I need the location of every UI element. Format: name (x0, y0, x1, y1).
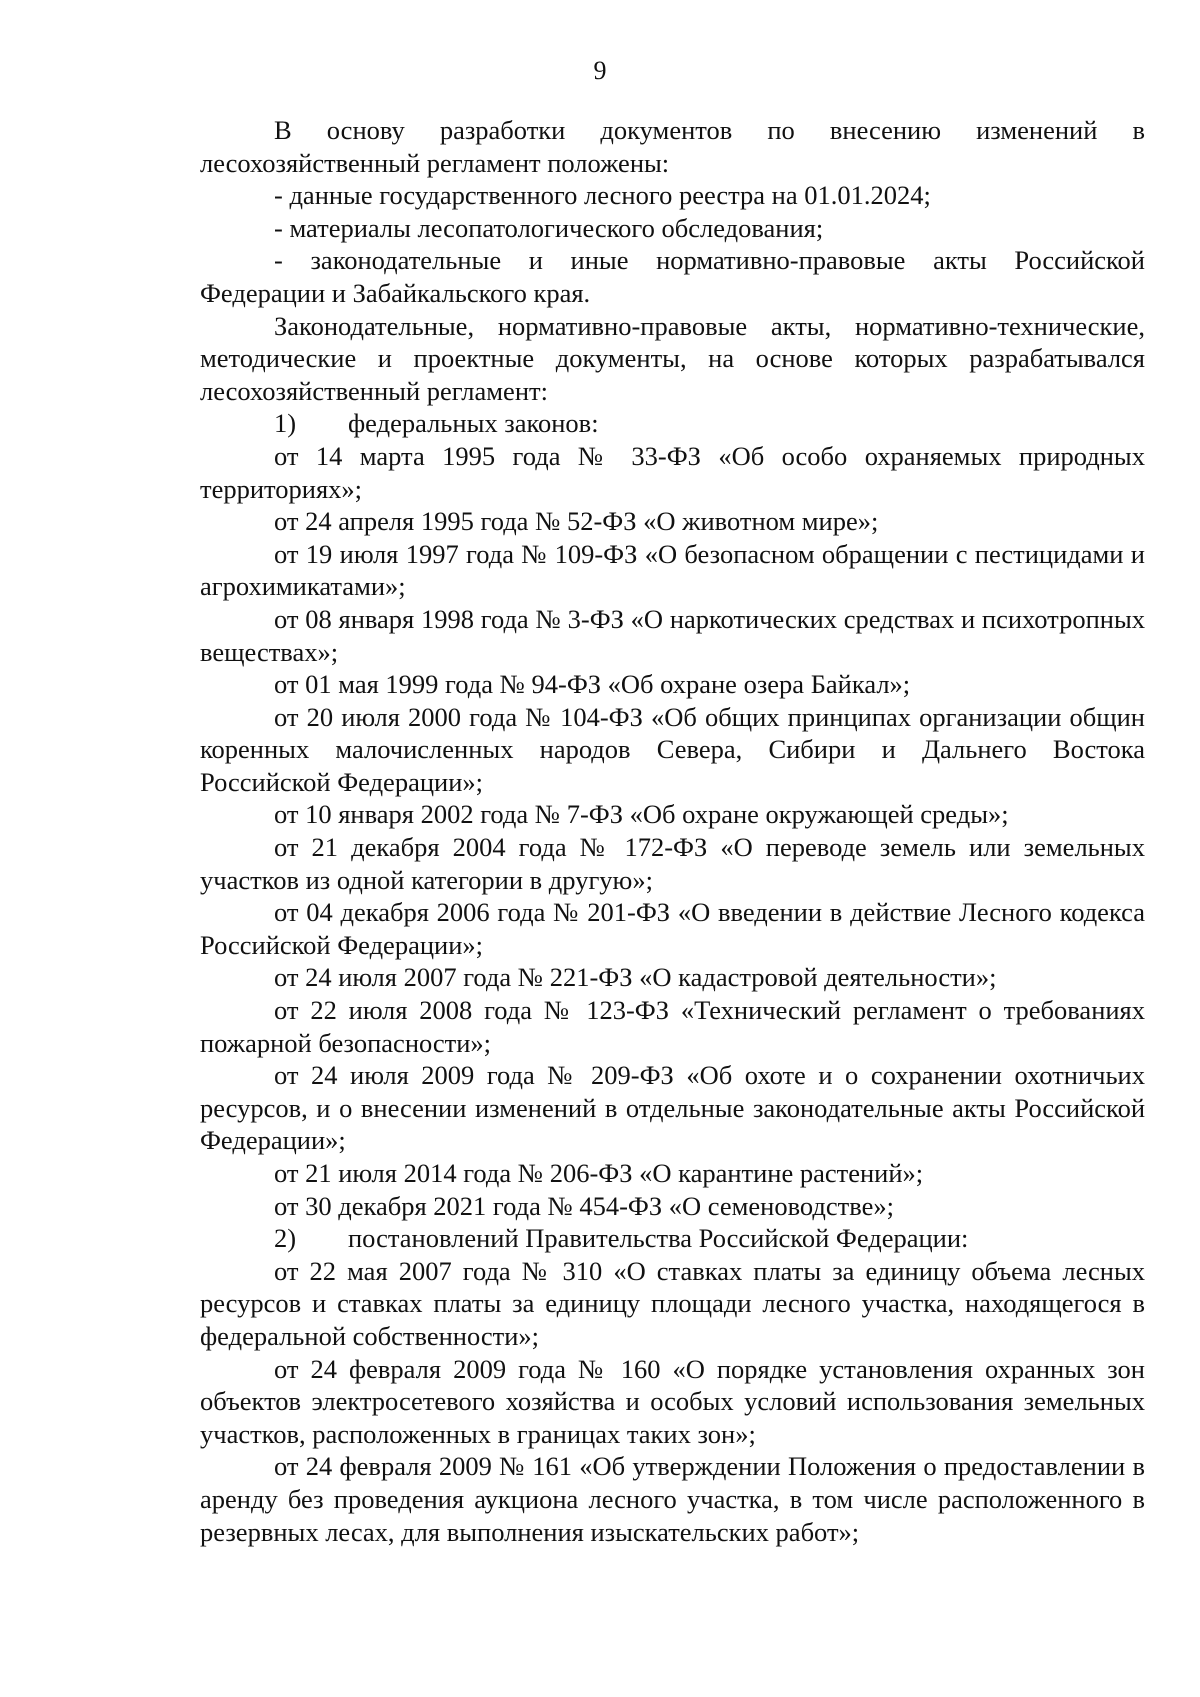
paragraph: от 01 мая 1999 года № 94-ФЗ «Об охране озера Байкал»; (274, 669, 911, 700)
paragraph: - материалы лесопатологического обследования; (274, 212, 824, 243)
page-number: 9 (593, 56, 607, 85)
paragraph: от 24 февраля 2009 года № 160 «О порядке установления охранных зон объектов электросетевого хозяйства и особых условий использования земельных участков, расположенных в границах таких зон»; (200, 1353, 1145, 1449)
paragraph: от 24 апреля 1995 года № 52-ФЗ «О животном мире»; (274, 506, 879, 537)
paragraph: от 10 января 2002 года № 7-ФЗ «Об охране окружающей среды»; (274, 799, 1009, 830)
list-number: 2) (274, 1223, 297, 1254)
paragraph: от 20 июля 2000 года № 104-ФЗ «Об общих принципах организации общин коренных малочисленных народов Севера, Сибири и Дальнего Востока Российской Федерации»; (200, 701, 1145, 797)
list-item-text: федеральных законов: (348, 408, 599, 439)
paragraph: от 24 февраля 2009 № 161 «Об утверждении Положения о предоставлении в аренду без проведения аукциона лесного участка, в том числе расположенного в резервных лесах, для выполнения изыскательских работ»; (200, 1451, 1145, 1547)
paragraph: Законодательные, нормативно-правовые акты, нормативно-технические, методические и проектные документы, на основе которых разрабатывался лесохозяйственный регламент: (200, 310, 1145, 406)
paragraph: В основу разработки документов по внесению изменений в лесохозяйственный регламент положены: (200, 115, 1145, 178)
paragraph: от 22 июля 2008 года № 123-ФЗ «Технический регламент о требованиях пожарной безопасности»; (200, 995, 1145, 1058)
paragraph: от 19 июля 1997 года № 109-ФЗ «О безопасном обращении с пестицидами и агрохимикатами»; (200, 538, 1145, 602)
paragraph: от 24 июля 2007 года № 221-ФЗ «О кадастровой деятельности»; (274, 962, 997, 993)
document-body (200, 114, 1145, 1548)
paragraph: от 14 марта 1995 года № 33-ФЗ «Об особо охраняемых природных территориях»; (200, 440, 1145, 504)
paragraph: от 24 июля 2009 года № 209-ФЗ «Об охоте и о сохранении охотничьих ресурсов, и о внесении изменений в отдельные законодательные акты Российской Федерации»; (200, 1060, 1145, 1156)
paragraph: от 30 декабря 2021 года № 454-ФЗ «О семеноводстве»; (274, 1190, 894, 1221)
paragraph: от 08 января 1998 года № 3-ФЗ «О наркотических средствах и психотропных веществах»; (200, 603, 1145, 667)
numbered-list-item (200, 1222, 1145, 1255)
paragraph: от 21 декабря 2004 года № 172-ФЗ «О переводе земель или земельных участков из одной категории в другую»; (200, 832, 1145, 895)
paragraph: от 04 декабря 2006 года № 201-ФЗ «О введении в действие Лесного кодекса Российской Федерации»; (200, 897, 1145, 960)
paragraph: - данные государственного лесного реестра на 01.01.2024; (274, 180, 931, 211)
list-item-text: постановлений Правительства Российской Федерации: (348, 1223, 969, 1254)
paragraph: от 21 июля 2014 года № 206-ФЗ «О карантине растений»; (274, 1158, 924, 1188)
numbered-list-item (200, 407, 1145, 440)
paragraph: от 22 мая 2007 года № 310 «О ставках платы за единицу объема лесных ресурсов и ставках платы за единицу площади лесного участка, находящегося в федеральной собственности»; (200, 1255, 1145, 1351)
list-number: 1) (274, 408, 297, 439)
paragraph: - законодательные и иные нормативно-правовые акты Российской Федерации и Забайкальского края. (200, 245, 1145, 308)
